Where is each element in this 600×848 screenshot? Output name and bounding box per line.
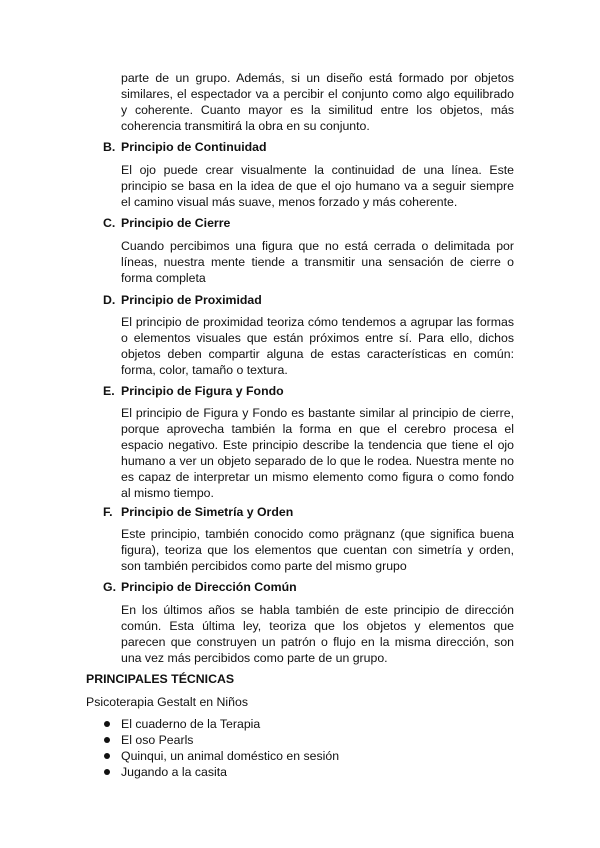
heading-letter: B. (103, 140, 116, 154)
heading-title: Principio de Figura y Fondo (121, 384, 284, 398)
heading-title: Principio de Proximidad (121, 293, 262, 307)
heading-figura-fondo (103, 383, 284, 399)
intro-paragraph: parte de un grupo. Además, si un diseño está formado por objetos similares, el espectador va a percibir el conjunto como algo equilibrado y coherente. Cuanto mayor es la similitud entre los objetos, más coherencia transmitirá la obra en su conjunto. (121, 71, 514, 133)
heading-cierre (103, 215, 230, 231)
heading-letter: G. (103, 580, 116, 594)
bullet-icon (104, 769, 110, 775)
list-item-label: Quinqui, un animal doméstico en sesión (121, 749, 340, 763)
heading-letter: C. (103, 216, 116, 230)
heading-letter: D. (103, 293, 116, 307)
list-item (104, 716, 339, 732)
techniques-subtitle: Psicoterapia Gestalt en Niños (86, 695, 248, 709)
list-item (104, 748, 339, 764)
heading-title: Principio de Cierre (121, 216, 231, 230)
heading-simetria-orden (103, 504, 293, 520)
section-title-tecnicas: PRINCIPALES TÉCNICAS (86, 672, 235, 686)
list-item-label: El cuaderno de la Terapia (121, 717, 261, 731)
heading-title: Principio de Dirección Común (121, 580, 297, 594)
techniques-list (104, 716, 339, 780)
paragraph-cierre: Cuando percibimos una figura que no está cerrada o delimitada por líneas, nuestra mente tiende a transmitir una sensación de cierre o forma completa (121, 239, 514, 285)
heading-direccion-comun (103, 579, 297, 595)
bullet-icon (104, 753, 110, 759)
paragraph-continuidad: El ojo puede crear visualmente la continuidad de una línea. Este principio se basa en la idea de que el ojo humano va a seguir siempre el camino visual más suave, menos forzado y más coherente. (121, 163, 514, 209)
heading-title: Principio de Simetría y Orden (121, 505, 294, 519)
heading-proximidad (103, 292, 262, 308)
paragraph-direccion-comun: En los últimos años se habla también de este principio de dirección común. Esta última ley, teoriza que los objetos y elementos que parecen que construyen un patrón o flujo en la misma dirección, son una vez más percibidos como parte de un grupo. (121, 603, 514, 665)
bullet-icon (104, 737, 110, 743)
heading-letter: E. (103, 384, 115, 398)
list-item (104, 732, 339, 748)
heading-letter: F. (103, 505, 113, 519)
list-item-label: Jugando a la casita (121, 765, 227, 779)
list-item-label: El oso Pearls (121, 733, 194, 747)
paragraph-simetria-orden: Este principio, también conocido como prägnanz (que significa buena figura), teoriza que los elementos que cuentan con simetría y orden, son también percibidos como parte del mismo grupo (121, 527, 514, 573)
list-item (104, 764, 339, 780)
bullet-icon (104, 721, 110, 727)
paragraph-figura-fondo: El principio de Figura y Fondo es bastante similar al principio de cierre, porque aprovecha también la forma en que el cerebro procesa el espacio negativo. Este principio describe la tendencia que tiene el ojo humano a ver un objeto separado de lo que le rodea. Nuestra mente no es capaz de interpretar un mismo elemento como figura o como fondo al mismo tiempo. (121, 406, 514, 500)
heading-title: Principio de Continuidad (121, 140, 267, 154)
heading-continuidad (103, 139, 267, 155)
paragraph-proximidad: El principio de proximidad teoriza cómo tendemos a agrupar las formas o elementos visuales que están próximos entre sí. Para ello, dichos objetos deben compartir alguna de estas características en común: forma, color, tamaño o textura. (121, 315, 514, 377)
